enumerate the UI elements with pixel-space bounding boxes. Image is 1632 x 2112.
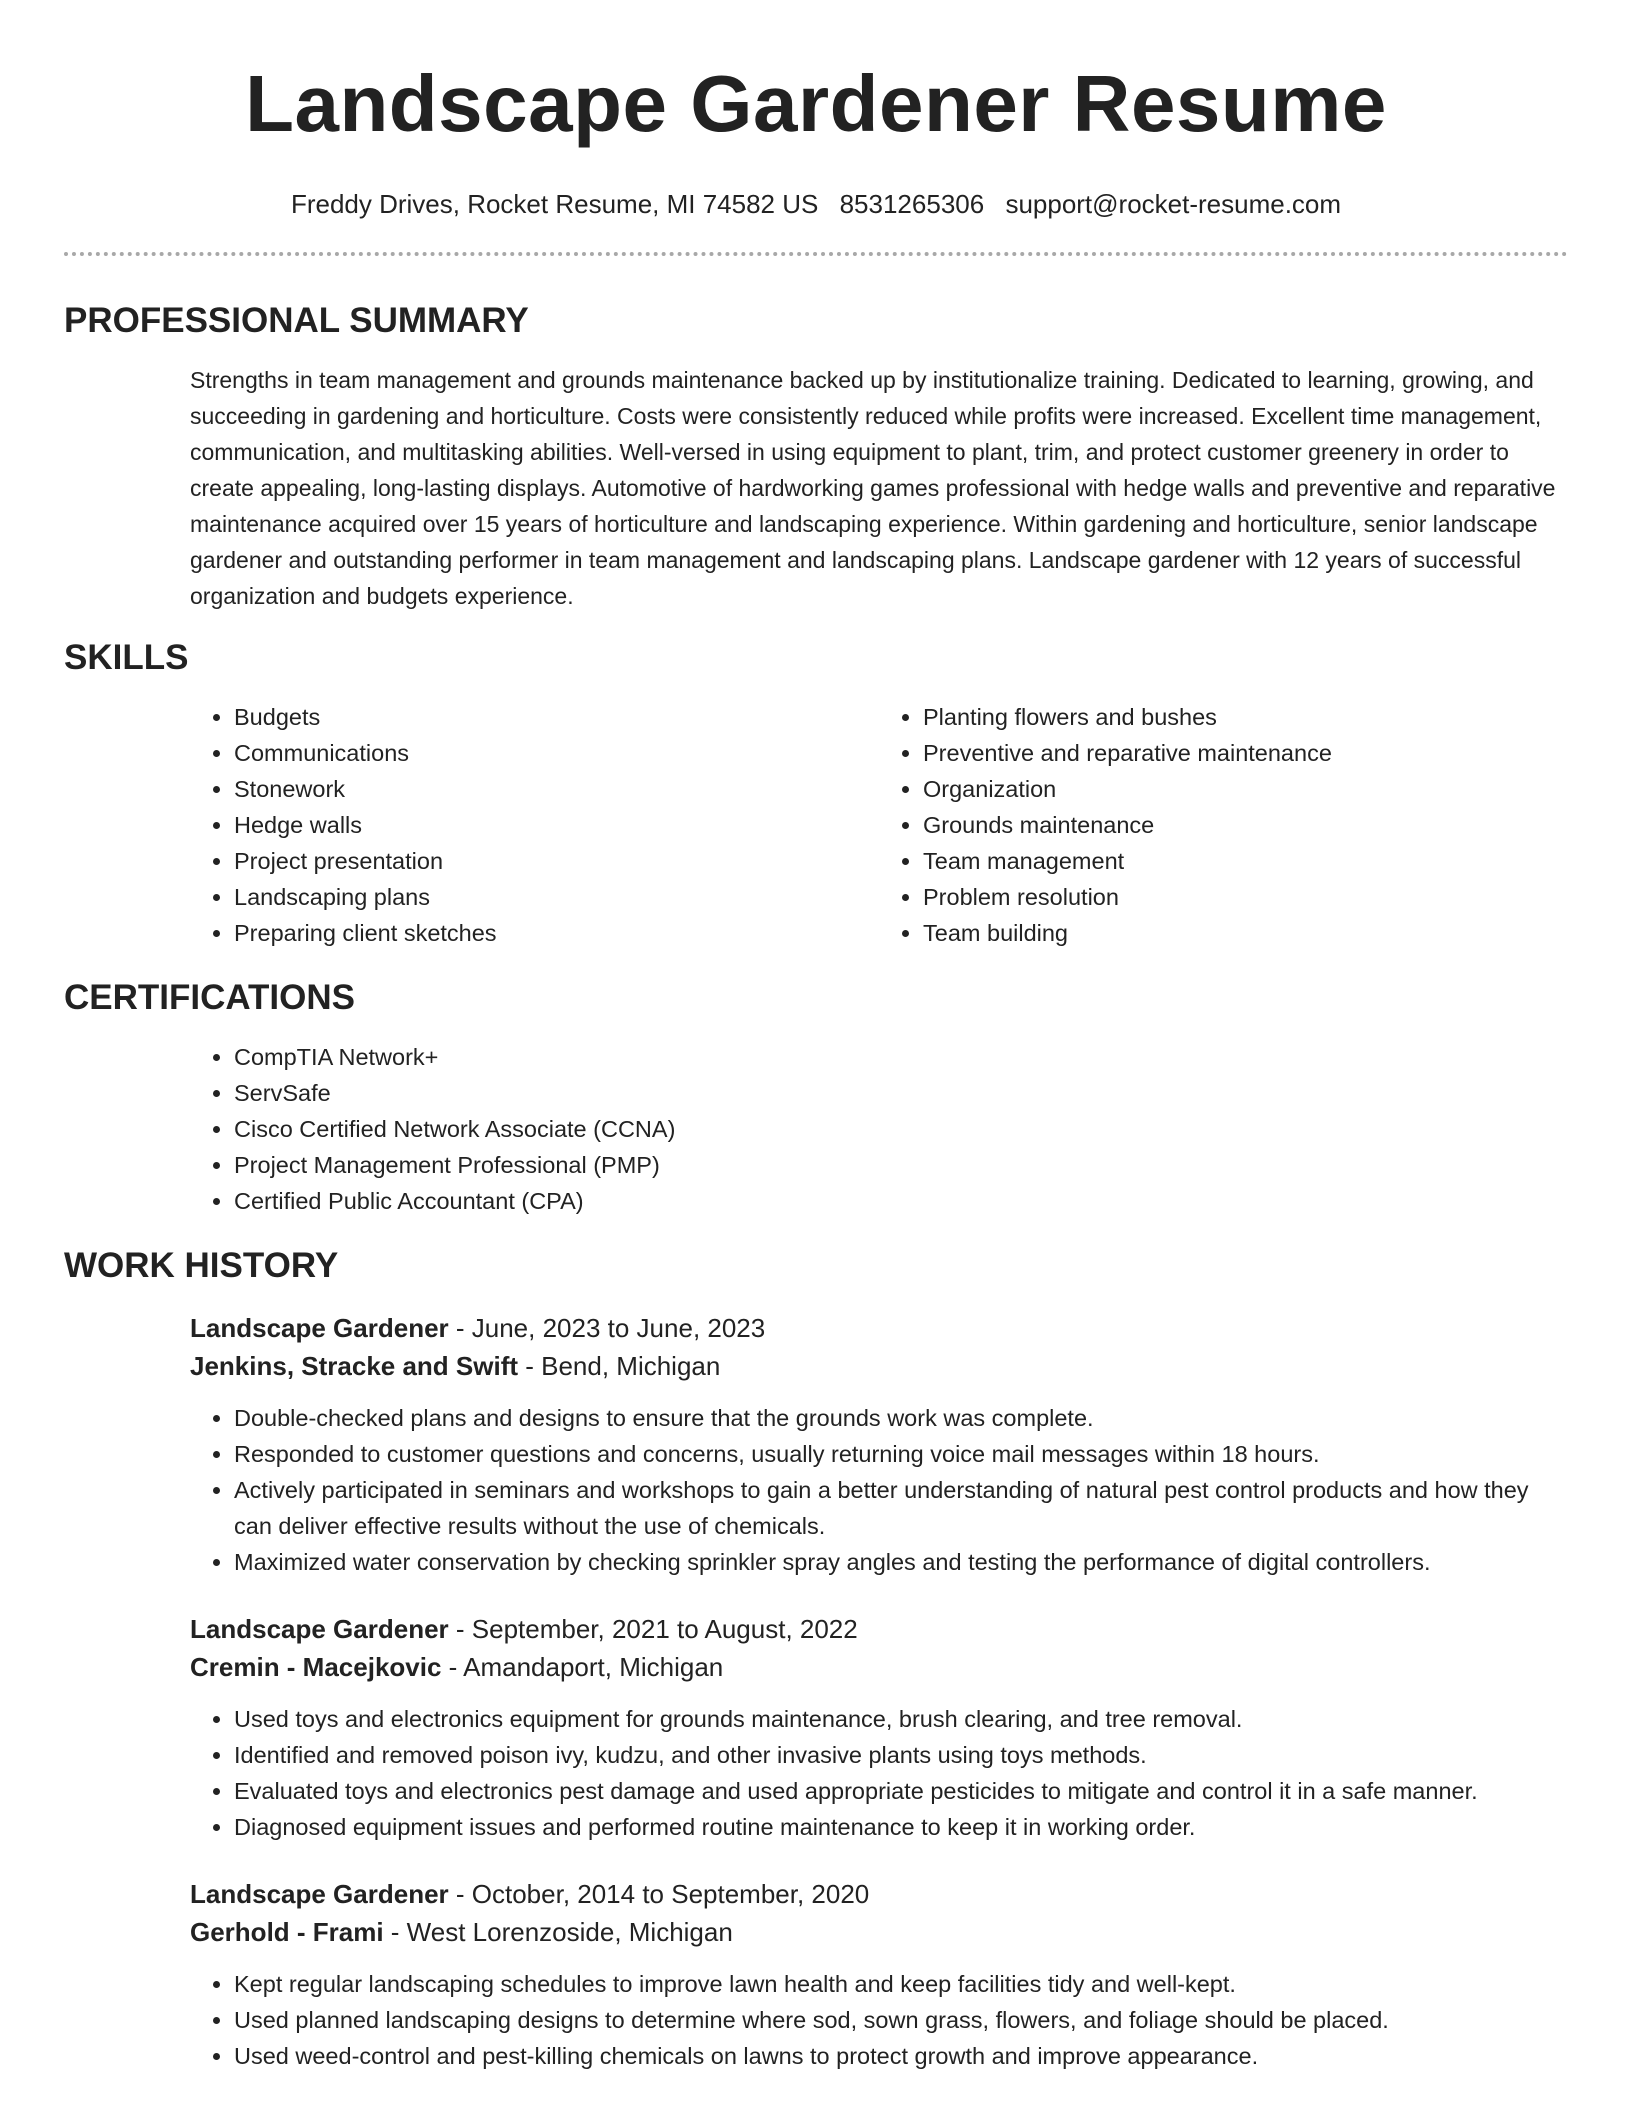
job-entry xyxy=(190,1309,1568,1580)
resume-title: Landscape Gardener Resume xyxy=(245,59,1387,148)
job-entry xyxy=(190,1610,1568,1845)
contact-phone: 8531265306 xyxy=(839,189,985,219)
list-item: • Evaluated toys and electronics pest damage and used appropriate pesticides to mitigate and control it in a safe manner. xyxy=(234,1773,1568,1809)
list-item: • Cisco Certified Network Associate (CCNA) xyxy=(234,1111,1568,1147)
job-company-line xyxy=(190,1913,1568,1951)
job-company: Cremin - Macejkovic xyxy=(190,1652,442,1682)
job-location: - West Lorenzoside, Michigan xyxy=(383,1917,733,1947)
resume-page xyxy=(64,0,1568,2074)
list-item: • Team management xyxy=(923,843,1568,879)
list-item: • Planting flowers and bushes xyxy=(923,699,1568,735)
summary-text: Strengths in team management and grounds maintenance backed up by institutionalize training. Dedicated to learning, growing, and succeeding in gardening and horticulture. Costs were consistently reduced while profits were increased. Excellent time management, communication, and multitasking abilities. Well-versed in using equipment to plant, trim, and protect customer greenery in order to create appealing, long-lasting displays. Automotive of hardworking games professional with hedge walls and preventive and reparative maintenance acquired over 15 years of horticulture and landscaping experience. Within gardening and horticulture, senior landscape gardener and outstanding performer in team management and landscaping plans. Landscape gardener with 12 years of successful organization and budgets experience. xyxy=(190,367,1556,609)
job-company-line xyxy=(190,1347,1568,1385)
list-item: • Budgets xyxy=(234,699,879,735)
job-title-line xyxy=(190,1309,1568,1347)
work-history-heading: WORK HISTORY xyxy=(64,1246,339,1285)
work-history-section xyxy=(64,1245,1568,2074)
list-item: • Team building xyxy=(923,915,1568,951)
job-bullets xyxy=(190,1400,1568,1580)
job-company: Gerhold - Frami xyxy=(190,1917,384,1947)
job-dates: - June, 2023 to June, 2023 xyxy=(448,1313,766,1343)
list-item: • Diagnosed equipment issues and performed routine maintenance to keep it in working order. xyxy=(234,1809,1568,1845)
skills-columns xyxy=(190,699,1568,951)
header-divider xyxy=(64,252,1568,256)
list-item: • Organization xyxy=(923,771,1568,807)
job-company: Jenkins, Stracke and Swift xyxy=(190,1351,519,1381)
skills-section xyxy=(64,637,1568,951)
list-item: • ServSafe xyxy=(234,1075,1568,1111)
job-dates: - September, 2021 to August, 2022 xyxy=(448,1614,858,1644)
contact-address: Freddy Drives, Rocket Resume, MI 74582 US xyxy=(290,189,819,219)
list-item: • Landscaping plans xyxy=(234,879,879,915)
list-item: • Grounds maintenance xyxy=(923,807,1568,843)
list-item: • Kept regular landscaping schedules to improve lawn health and keep facilities tidy and well-kept. xyxy=(234,1966,1568,2002)
summary-heading: PROFESSIONAL SUMMARY xyxy=(64,301,529,340)
job-title: Landscape Gardener xyxy=(190,1313,449,1343)
list-item: • Hedge walls xyxy=(234,807,879,843)
certifications-list xyxy=(190,1039,1568,1219)
skills-heading: SKILLS xyxy=(64,638,189,677)
certifications-heading: CERTIFICATIONS xyxy=(64,978,356,1017)
list-item: • Double-checked plans and designs to ensure that the grounds work was complete. xyxy=(234,1400,1568,1436)
job-bullets xyxy=(190,1966,1568,2074)
list-item: • Problem resolution xyxy=(923,879,1568,915)
job-location: - Bend, Michigan xyxy=(518,1351,721,1381)
list-item: • Preparing client sketches xyxy=(234,915,879,951)
job-company-line xyxy=(190,1648,1568,1686)
job-title-line xyxy=(190,1610,1568,1648)
job-entry xyxy=(190,1875,1568,2074)
list-item: • Communications xyxy=(234,735,879,771)
summary-section xyxy=(64,300,1568,614)
job-location: - Amandaport, Michigan xyxy=(441,1652,724,1682)
job-dates: - October, 2014 to September, 2020 xyxy=(448,1879,870,1909)
job-title: Landscape Gardener xyxy=(190,1879,449,1909)
list-item: • Maximized water conservation by checking sprinkler spray angles and testing the performance of digital controllers. xyxy=(234,1544,1568,1580)
list-item: • Stonework xyxy=(234,771,879,807)
list-item: • Used toys and electronics equipment for grounds maintenance, brush clearing, and tree removal. xyxy=(234,1701,1568,1737)
list-item: • Project Management Professional (PMP) xyxy=(234,1147,1568,1183)
list-item: • Identified and removed poison ivy, kudzu, and other invasive plants using toys methods. xyxy=(234,1737,1568,1773)
list-item: • Used weed-control and pest-killing chemicals on lawns to protect growth and improve appearance. xyxy=(234,2038,1568,2074)
skills-list-left xyxy=(190,699,879,951)
certifications-section xyxy=(64,977,1568,1219)
job-title-line xyxy=(190,1875,1568,1913)
skills-list-right xyxy=(879,699,1568,951)
list-item: • CompTIA Network+ xyxy=(234,1039,1568,1075)
list-item: • Used planned landscaping designs to determine where sod, sown grass, flowers, and foliage should be placed. xyxy=(234,2002,1568,2038)
list-item: • Project presentation xyxy=(234,843,879,879)
job-bullets xyxy=(190,1701,1568,1845)
list-item: • Certified Public Accountant (CPA) xyxy=(234,1183,1568,1219)
job-title: Landscape Gardener xyxy=(190,1614,449,1644)
list-item: • Preventive and reparative maintenance xyxy=(923,735,1568,771)
list-item: • Actively participated in seminars and workshops to gain a better understanding of natural pest control products and how they can deliver effective results without the use of chemicals. xyxy=(234,1472,1568,1544)
contact-line xyxy=(64,188,1568,220)
contact-email: support@rocket-resume.com xyxy=(1005,189,1342,219)
list-item: • Responded to customer questions and concerns, usually returning voice mail messages within 18 hours. xyxy=(234,1436,1568,1472)
resume-header xyxy=(64,0,1568,220)
